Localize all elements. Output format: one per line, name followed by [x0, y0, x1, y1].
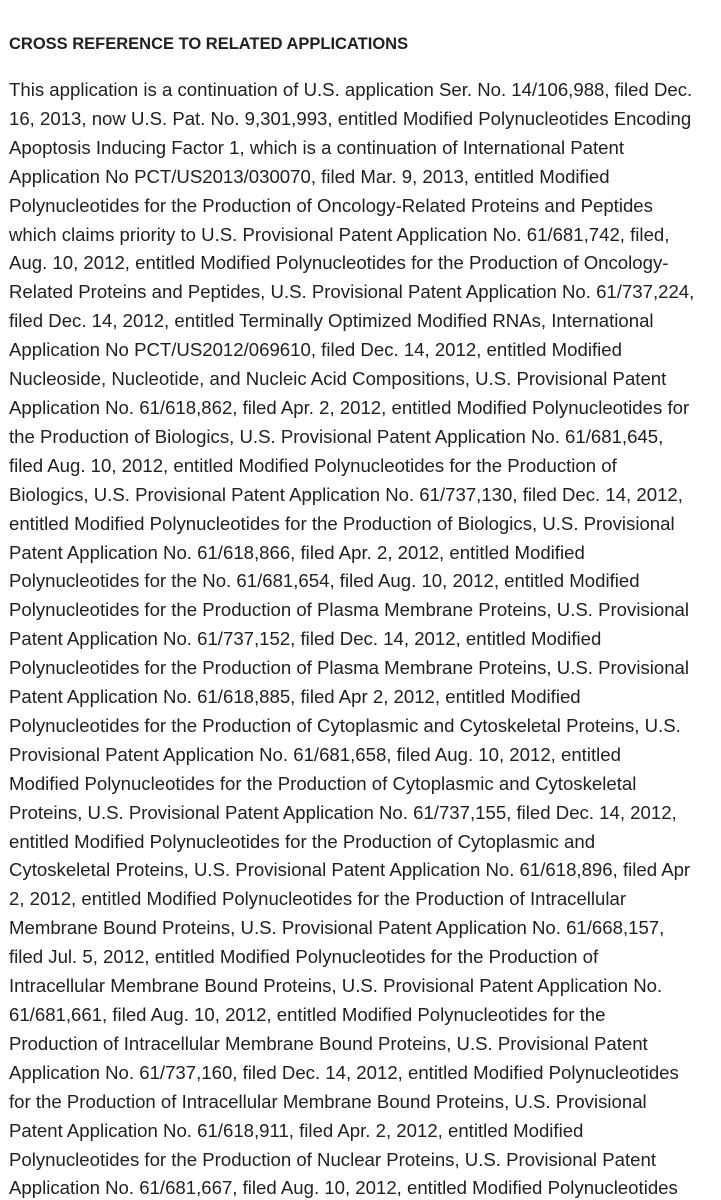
paragraph-line: Patent Application No. 61/618,866, filed Apr. 2, 2012, entitled Modified	[9, 541, 585, 563]
paragraph-line: entitled Modified Polynucleotides for the Production of Biologics, U.S. Provisional	[9, 512, 675, 534]
paragraph-line: Related Proteins and Peptides, U.S. Provisional Patent Application No. 61/737,224,	[9, 281, 695, 303]
paragraph-line: Polynucleotides for the No. 61/681,654, filed Aug. 10, 2012, entitled Modified	[9, 570, 640, 592]
paragraph-line: Polynucleotides for the Production of Cytoplasmic and Cytoskeletal Proteins, U.S.	[9, 714, 681, 736]
paragraph-line: Biologics, U.S. Provisional Patent Application No. 61/737,130, filed Dec. 14, 2012,	[9, 483, 683, 505]
paragraph-line: Polynucleotides for the Production of Oncology-Related Proteins and Peptides	[9, 194, 653, 216]
paragraph-line: 2, 2012, entitled Modified Polynucleotides for the Production of Intracellular	[9, 888, 627, 910]
paragraph-line: the Production of Biologics, U.S. Provisional Patent Application No. 61/681,645,	[9, 425, 664, 447]
paragraph-line: Patent Application No. 61/737,152, filed Dec. 14, 2012, entitled Modified	[9, 628, 602, 650]
paragraph-line: which claims priority to U.S. Provisional Patent Application No. 61/681,742, filed,	[9, 223, 670, 245]
paragraph-line: Proteins, U.S. Provisional Patent Application No. 61/737,155, filed Dec. 14, 2012,	[9, 801, 677, 823]
paragraph-line: 16, 2013, now U.S. Pat. No. 9,301,993, entitled Modified Polynucleotides Encoding	[9, 107, 692, 129]
paragraph-line: Intracellular Membrane Bound Proteins, U.S. Provisional Patent Application No.	[9, 975, 663, 997]
paragraph-line: Apoptosis Inducing Factor 1, which is a continuation of International Patent	[9, 136, 625, 158]
paragraph-line: entitled Modified Polynucleotides for the Production of Cytoplasmic and	[9, 830, 596, 852]
paragraph-line: Polynucleotides for the Production of Plasma Membrane Proteins, U.S. Provisional	[9, 657, 690, 679]
paragraph-line: Membrane Bound Proteins, U.S. Provisional Patent Application No. 61/668,157,	[9, 917, 665, 939]
paragraph-line: filed Aug. 10, 2012, entitled Modified Polynucleotides for the Production of	[9, 454, 617, 476]
paragraph-line: Nucleoside, Nucleotide, and Nucleic Acid Compositions, U.S. Provisional Patent	[9, 368, 667, 390]
paragraph-line: Cytoskeletal Proteins, U.S. Provisional Patent Application No. 61/618,896, filed Apr	[9, 859, 691, 881]
paragraph-line: filed Jul. 5, 2012, entitled Modified Polynucleotides for the Production of	[9, 946, 599, 968]
paragraph-line: Application No. 61/737,160, filed Dec. 14, 2012, entitled Modified Polynucleotides	[9, 1061, 679, 1083]
paragraph-line: 61/681,661, filed Aug. 10, 2012, entitled Modified Polynucleotides for the	[9, 1004, 606, 1025]
paragraph-line: Application No PCT/US2013/030070, filed Mar. 9, 2013, entitled Modified	[9, 165, 610, 187]
paragraph-line: Application No. 61/681,667, filed Aug. 10, 2012, entitled Modified Polynucleotides	[9, 1177, 678, 1199]
paragraph-line: Polynucleotides for the Production of Plasma Membrane Proteins, U.S. Provisional	[9, 599, 690, 621]
paragraph-line: filed Dec. 14, 2012, entitled Terminally Optimized Modified RNAs, International	[9, 310, 654, 332]
paragraph-line: Patent Application No. 61/618,911, filed Apr. 2, 2012, entitled Modified	[9, 1119, 584, 1141]
paragraph-line: Application No PCT/US2012/069610, filed Dec. 14, 2012, entitled Modified	[9, 339, 622, 361]
body-paragraph	[9, 76, 715, 1200]
paragraph-line: Modified Polynucleotides for the Production of Cytoplasmic and Cytoskeletal	[9, 772, 637, 794]
section-heading: CROSS REFERENCE TO RELATED APPLICATIONS	[9, 35, 409, 53]
paragraph-line: Production of Intracellular Membrane Bound Proteins, U.S. Provisional Patent	[9, 1032, 648, 1054]
paragraph-line: Polynucleotides for the Production of Nuclear Proteins, U.S. Provisional Patent	[9, 1148, 656, 1170]
paragraph-line: Aug. 10, 2012, entitled Modified Polynucleotides for the Production of Oncology-	[9, 252, 669, 274]
paragraph-line: Application No. 61/618,862, filed Apr. 2, 2012, entitled Modified Polynucleotides for	[9, 396, 690, 418]
paragraph-line: Provisional Patent Application No. 61/681,658, filed Aug. 10, 2012, entitled	[9, 743, 621, 765]
paragraph-line: Patent Application No. 61/618,885, filed Apr 2, 2012, entitled Modified	[9, 686, 581, 708]
paragraph-line: for the Production of Intracellular Membrane Bound Proteins, U.S. Provisional	[9, 1090, 647, 1112]
paragraph-line: This application is a continuation of U.S. application Ser. No. 14/106,988, filed Dec.	[9, 79, 693, 100]
